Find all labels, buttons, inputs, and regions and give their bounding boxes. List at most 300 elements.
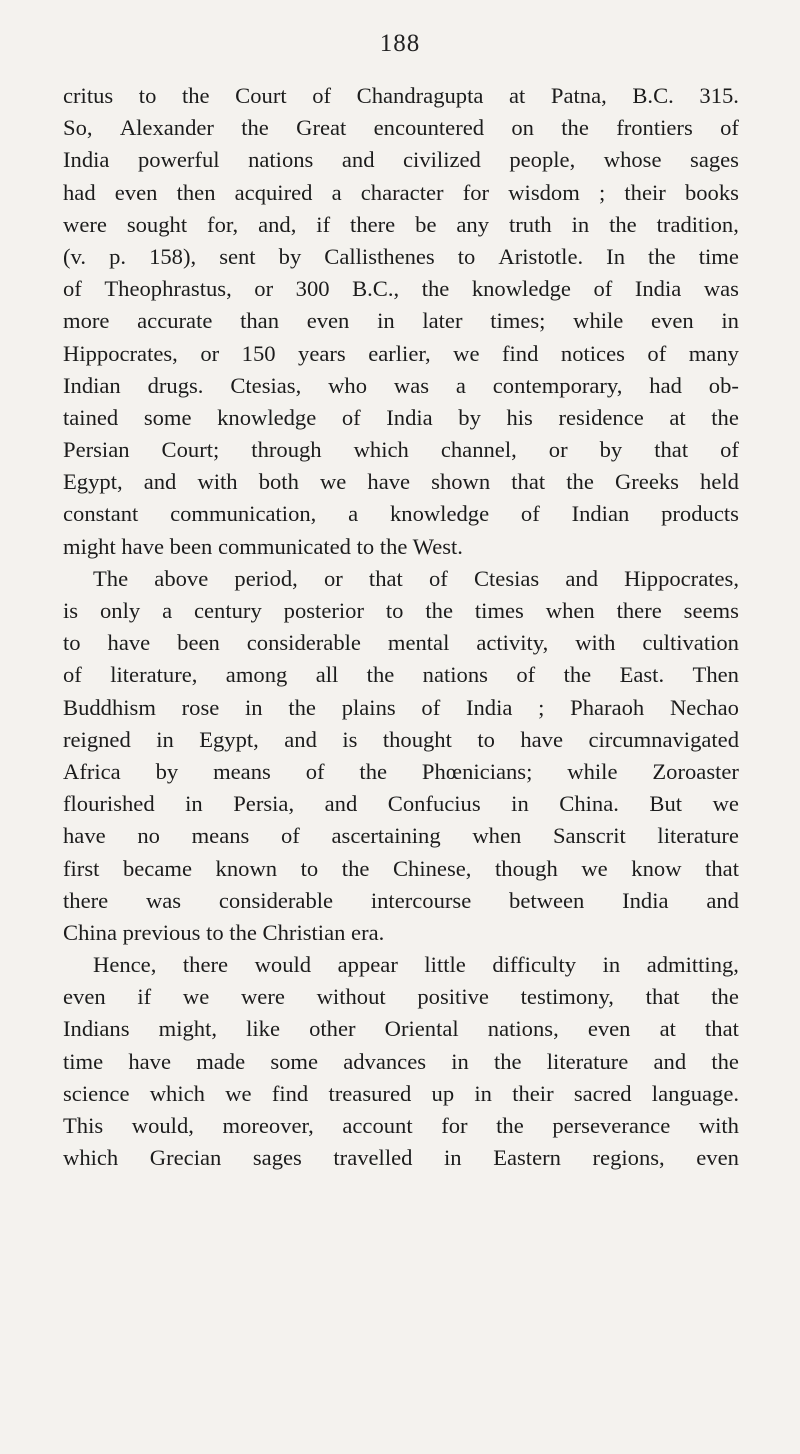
word: Then xyxy=(692,662,739,688)
text-line xyxy=(63,885,739,917)
word: the xyxy=(561,115,589,141)
word: time xyxy=(63,1048,104,1074)
word: in xyxy=(377,308,395,334)
word: know xyxy=(631,855,682,881)
word: time xyxy=(698,243,739,269)
word: had xyxy=(649,372,682,398)
word: Chinese, xyxy=(392,855,472,881)
text-line xyxy=(63,692,739,724)
word: that xyxy=(645,984,680,1010)
word: would, xyxy=(131,1113,194,1138)
word: literature xyxy=(546,1048,629,1074)
word: were xyxy=(63,211,107,237)
text-line xyxy=(63,981,739,1013)
word: even xyxy=(63,984,106,1010)
word: Persian xyxy=(63,437,130,463)
word: of xyxy=(428,565,448,591)
word: we xyxy=(182,984,210,1010)
word: Buddhism xyxy=(63,694,156,720)
word: earlier, xyxy=(368,340,431,366)
word: This xyxy=(63,1113,104,1138)
word: even xyxy=(306,308,350,334)
word: 315. xyxy=(699,83,739,108)
word: though xyxy=(495,855,558,881)
text-line xyxy=(63,241,739,273)
word: was xyxy=(393,372,430,398)
text-line xyxy=(63,112,739,144)
word: difficulty xyxy=(492,952,577,978)
word: a xyxy=(331,179,342,205)
word: Ctesias xyxy=(473,565,540,591)
word: in xyxy=(721,308,739,334)
word: with xyxy=(197,469,238,495)
word: in xyxy=(571,211,590,237)
word: Chandragupta xyxy=(356,83,484,108)
word: Court xyxy=(235,83,287,108)
word: literature xyxy=(657,823,739,849)
word: posterior xyxy=(283,598,364,623)
word: Indians xyxy=(63,1016,130,1042)
word: in xyxy=(245,694,263,720)
word: find xyxy=(271,1080,309,1106)
word: then xyxy=(176,179,216,205)
word: Persia, xyxy=(233,791,295,817)
word: at xyxy=(659,1016,676,1042)
word: the xyxy=(609,211,637,237)
word: that xyxy=(654,437,689,463)
word: Zoroaster xyxy=(652,758,739,784)
word: notices xyxy=(560,340,625,366)
word: that xyxy=(705,1016,739,1042)
word: we xyxy=(712,791,739,817)
word: or xyxy=(200,340,220,366)
text-line xyxy=(63,1142,739,1174)
word: Aristotle. xyxy=(498,243,584,269)
word: considerable xyxy=(218,887,334,913)
word: sacred xyxy=(573,1080,632,1106)
word: be xyxy=(415,211,437,237)
word: the xyxy=(366,662,395,688)
word: drugs. xyxy=(147,372,204,398)
word: constant xyxy=(63,501,139,527)
word: of xyxy=(281,823,300,849)
word: there xyxy=(616,598,662,623)
text-line xyxy=(63,949,739,981)
word: first xyxy=(63,855,100,881)
word: both xyxy=(258,469,299,495)
word: the xyxy=(181,83,210,108)
word: been xyxy=(177,630,220,656)
word: we xyxy=(453,340,480,366)
word: we xyxy=(319,469,347,495)
text-line xyxy=(63,434,739,466)
word: nations xyxy=(248,147,314,173)
word: ascertaining xyxy=(331,823,441,849)
word: by xyxy=(278,243,302,269)
word: whose xyxy=(603,147,662,173)
word: the xyxy=(711,404,739,430)
word: products xyxy=(661,501,739,527)
word: period, xyxy=(234,565,298,591)
word: the xyxy=(341,855,370,881)
word: or xyxy=(254,276,274,302)
word: the xyxy=(241,115,269,141)
word: means xyxy=(213,758,271,784)
word: by xyxy=(155,758,179,784)
text-line xyxy=(63,1013,739,1045)
word: acquired xyxy=(234,179,313,205)
word: and xyxy=(324,791,358,817)
word: plains xyxy=(341,694,396,720)
text-line xyxy=(63,756,739,788)
word: many xyxy=(688,340,739,366)
word: that xyxy=(368,565,403,591)
word: up xyxy=(431,1080,455,1106)
text-line xyxy=(63,144,739,176)
word: while xyxy=(567,758,618,784)
word: would xyxy=(254,952,312,978)
word: a xyxy=(348,501,359,527)
word: when xyxy=(472,823,522,849)
word: sent xyxy=(219,243,256,269)
word: we xyxy=(581,855,608,881)
word: and xyxy=(565,565,599,591)
word: India xyxy=(63,147,110,173)
word: among xyxy=(225,662,288,688)
word: literature, xyxy=(110,662,198,688)
word: of xyxy=(305,758,325,784)
word: were xyxy=(240,984,285,1010)
text-line xyxy=(63,498,739,530)
word: testimony, xyxy=(520,984,614,1010)
word: B.C. xyxy=(632,83,674,108)
word: Great xyxy=(296,115,347,141)
word: Egypt, xyxy=(63,469,123,495)
word: Theophrastus, xyxy=(104,276,232,302)
word: Oriental xyxy=(384,1016,459,1042)
word: India xyxy=(634,276,682,302)
word: Africa xyxy=(63,758,121,784)
word: India xyxy=(622,887,669,913)
word: books xyxy=(684,179,739,205)
text-line xyxy=(63,820,739,852)
word: to xyxy=(300,855,319,881)
word: have xyxy=(107,630,151,656)
word: admitting, xyxy=(646,952,739,978)
word: channel, xyxy=(440,437,517,463)
word: advances xyxy=(343,1048,427,1074)
word: means xyxy=(191,823,250,849)
word: even xyxy=(651,308,694,334)
word: his xyxy=(506,404,533,430)
word: tained xyxy=(63,404,119,430)
word: East. xyxy=(619,662,665,688)
word: Nechao xyxy=(669,694,739,720)
word: and, xyxy=(258,211,297,237)
word: Indian xyxy=(63,372,121,398)
word: Patna, xyxy=(550,83,607,108)
word: residence xyxy=(558,404,644,430)
word: the xyxy=(421,276,450,302)
word: if xyxy=(137,984,152,1010)
word: Callisthenes xyxy=(324,243,435,269)
word: between xyxy=(509,887,585,913)
word: which xyxy=(149,1080,205,1106)
word: in xyxy=(156,726,174,752)
text-line xyxy=(63,402,739,434)
word: powerful xyxy=(137,147,220,173)
word: Eastern xyxy=(493,1145,561,1171)
word: the xyxy=(288,694,316,720)
word: of xyxy=(421,694,441,720)
word: is xyxy=(342,726,358,752)
word: when xyxy=(545,598,595,623)
word: Grecian xyxy=(149,1145,222,1171)
word: contemporary, xyxy=(492,372,623,398)
word: find xyxy=(502,340,539,366)
word: in xyxy=(474,1080,492,1106)
word: even xyxy=(587,1016,631,1042)
word: p. xyxy=(109,243,127,269)
word: there xyxy=(63,887,109,913)
word: more xyxy=(63,308,110,334)
word: communication, xyxy=(170,501,317,527)
word: of xyxy=(720,437,739,463)
word: the xyxy=(711,984,739,1010)
word: held xyxy=(700,469,739,495)
word: Hippocrates, xyxy=(63,340,178,366)
word: of xyxy=(593,276,613,302)
word: India xyxy=(465,694,513,720)
word: China. xyxy=(559,791,619,817)
word: in xyxy=(511,791,529,817)
word: while xyxy=(573,308,624,334)
word: have xyxy=(63,823,106,849)
word: account xyxy=(342,1113,413,1138)
word: of xyxy=(720,115,739,141)
word: a xyxy=(162,598,173,623)
text-line xyxy=(63,853,739,885)
word: the xyxy=(496,1113,524,1138)
word: civilized xyxy=(403,147,481,173)
word: became xyxy=(122,855,192,881)
word: at xyxy=(669,404,686,430)
word: a xyxy=(455,372,466,398)
word: to xyxy=(138,83,157,108)
word: flourished xyxy=(63,791,155,817)
word: years xyxy=(298,340,346,366)
word: or xyxy=(548,437,568,463)
word: on xyxy=(511,115,534,141)
word: all xyxy=(315,662,339,688)
word: Alexander xyxy=(119,115,214,141)
word: even xyxy=(114,179,158,205)
word: other xyxy=(309,1016,356,1042)
word: with xyxy=(575,630,616,656)
word: positive xyxy=(417,984,489,1010)
text-line xyxy=(63,659,739,691)
word: The xyxy=(93,565,129,591)
word: of xyxy=(647,340,667,366)
text-line xyxy=(63,177,739,209)
text-line xyxy=(63,1046,739,1078)
word: In xyxy=(606,243,625,269)
word: had xyxy=(63,179,96,205)
word: truth xyxy=(508,211,552,237)
word: there xyxy=(182,952,229,978)
word: we xyxy=(225,1080,252,1106)
text-line xyxy=(63,209,739,241)
word: the xyxy=(359,758,388,784)
word: that xyxy=(511,469,546,495)
word: the xyxy=(493,1048,522,1074)
word: to xyxy=(477,726,495,752)
text-line: might have been communicated to the West. xyxy=(63,533,463,559)
word: (v. xyxy=(63,243,87,269)
word: travelled xyxy=(333,1145,413,1171)
word: the xyxy=(563,662,592,688)
word: ob- xyxy=(708,372,739,398)
text-line xyxy=(63,370,739,402)
word: and xyxy=(284,726,317,752)
word: of xyxy=(341,404,361,430)
word: for xyxy=(441,1113,468,1138)
text-line xyxy=(63,595,739,627)
word: or xyxy=(323,565,343,591)
word: their xyxy=(624,179,666,205)
word: and xyxy=(653,1048,687,1074)
word: known xyxy=(215,855,278,881)
word: Greeks xyxy=(614,469,679,495)
text-line xyxy=(63,1078,739,1110)
word: encountered xyxy=(373,115,485,141)
word: sages xyxy=(690,147,739,173)
word: in xyxy=(451,1048,469,1074)
word: to xyxy=(457,243,476,269)
word: nations, xyxy=(487,1016,559,1042)
word: without xyxy=(316,984,386,1010)
word: in xyxy=(602,952,621,978)
word: at xyxy=(509,83,526,108)
word: that xyxy=(705,855,739,881)
word: the xyxy=(648,243,676,269)
word: tradition, xyxy=(656,211,739,237)
word: Egypt, xyxy=(199,726,259,752)
word: accurate xyxy=(137,308,213,334)
word: than xyxy=(240,308,279,334)
text-line xyxy=(63,563,739,595)
word: times; xyxy=(490,308,546,334)
text-line xyxy=(63,80,739,112)
word: the xyxy=(711,1048,739,1074)
word: people, xyxy=(509,147,576,173)
word: B.C., xyxy=(352,276,400,302)
word: if xyxy=(316,211,331,237)
word: and xyxy=(341,147,375,173)
word: like xyxy=(246,1016,280,1042)
text-line xyxy=(63,1110,739,1142)
text-line xyxy=(63,305,739,337)
word: and xyxy=(706,887,739,913)
word: sought xyxy=(126,211,188,237)
word: character xyxy=(360,179,444,205)
word: only xyxy=(99,598,141,623)
word: Ctesias, xyxy=(230,372,302,398)
word: Hippocrates, xyxy=(624,565,739,591)
word: by xyxy=(599,437,623,463)
word: 150 xyxy=(241,340,276,366)
word: which xyxy=(353,437,409,463)
page-number: 188 xyxy=(379,30,421,57)
word: the xyxy=(566,469,594,495)
word: even xyxy=(696,1145,739,1171)
body-text xyxy=(63,80,739,1174)
word: So, xyxy=(63,115,93,141)
word: which xyxy=(63,1145,119,1171)
word: intercourse xyxy=(370,887,472,913)
word: But xyxy=(649,791,683,817)
word: nations xyxy=(422,662,488,688)
word: for xyxy=(462,179,490,205)
word: regions, xyxy=(592,1145,665,1171)
word: treasured xyxy=(328,1080,412,1106)
word: Confucius xyxy=(387,791,481,817)
word: moreover, xyxy=(222,1113,314,1138)
word: ; xyxy=(598,179,606,205)
word: sages xyxy=(252,1145,302,1171)
word: thought xyxy=(382,726,452,752)
word: 300 xyxy=(295,276,330,302)
word: of xyxy=(312,83,332,108)
word: frontiers xyxy=(616,115,693,141)
word: their xyxy=(512,1080,554,1106)
text-line xyxy=(63,788,739,820)
word: knowledge xyxy=(471,276,571,302)
word: little xyxy=(424,952,466,978)
word: activity, xyxy=(476,630,549,656)
word: critus xyxy=(63,83,114,108)
word: of xyxy=(520,501,540,527)
word: knowledge xyxy=(217,404,317,430)
word: times xyxy=(474,598,524,623)
word: Indian xyxy=(571,501,630,527)
word: above xyxy=(154,565,209,591)
word: the xyxy=(425,598,453,623)
word: to xyxy=(63,630,81,656)
word: with xyxy=(698,1113,739,1138)
text-line xyxy=(63,338,739,370)
word: by xyxy=(458,404,481,430)
word: who xyxy=(328,372,368,398)
word: science xyxy=(63,1080,130,1106)
word: for, xyxy=(207,211,239,237)
word: Phœnicians; xyxy=(421,758,533,784)
word: might, xyxy=(158,1016,217,1042)
word: later xyxy=(422,308,463,334)
word: and xyxy=(143,469,177,495)
word: cultivation xyxy=(642,630,739,656)
word: there xyxy=(350,211,396,237)
word: have xyxy=(128,1048,172,1074)
word: of xyxy=(63,662,82,688)
word: reigned xyxy=(63,726,131,752)
word: in xyxy=(185,791,203,817)
word: perseverance xyxy=(552,1113,671,1138)
word: wisdom xyxy=(508,179,580,205)
word: no xyxy=(137,823,160,849)
word: any xyxy=(456,211,490,237)
text-line xyxy=(63,466,739,498)
